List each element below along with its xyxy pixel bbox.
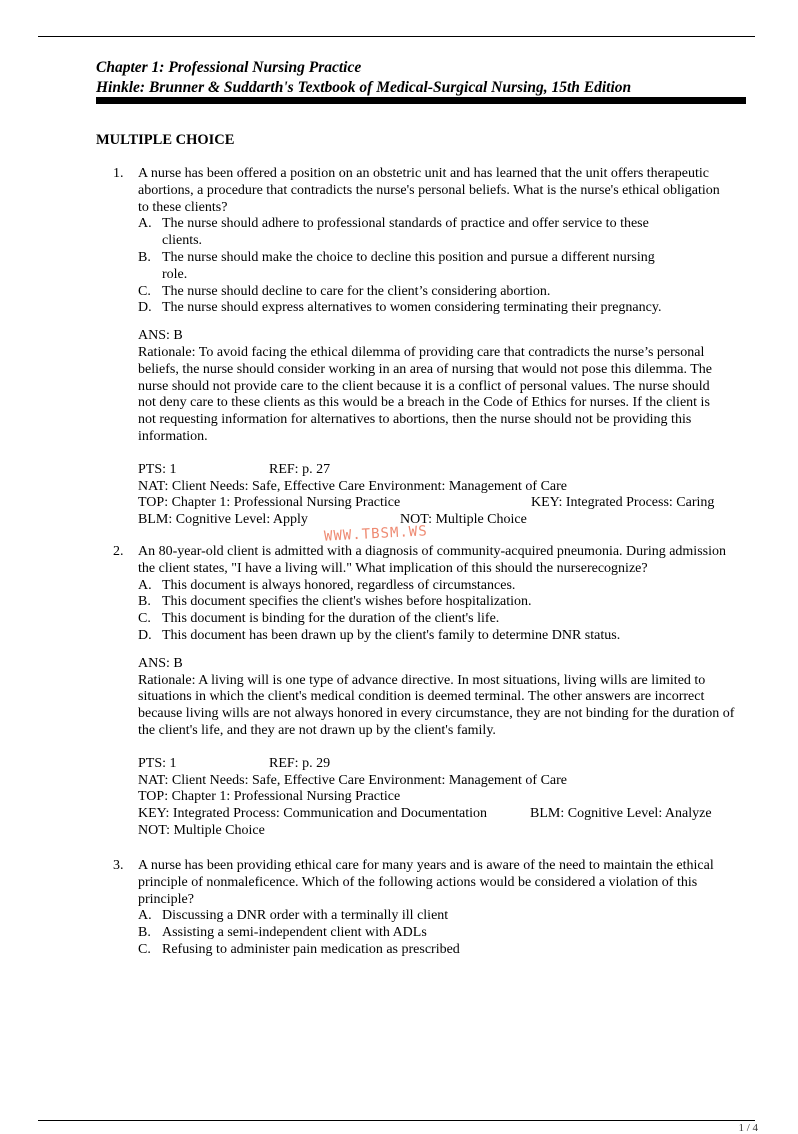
- key: KEY: Integrated Process: Caring: [531, 495, 715, 511]
- answer: ANS: B: [138, 328, 183, 344]
- answer: ANS: B: [138, 655, 183, 671]
- option-b: B. The nurse should make the choice to decline this position and pursue a different nursing role.: [138, 249, 655, 282]
- meta-row: [138, 462, 743, 479]
- question-1: [113, 166, 743, 529]
- pts: PTS: 1: [138, 461, 177, 477]
- question-stem: A nurse has been offered a position on an obstetric unit and has learned that the unit offers therapeutic abortions, a procedure that contradicts the nurse's personal beliefs. What is the nurse's ethical obligation to these clients?: [138, 166, 720, 215]
- book-title: Hinkle: Brunner & Suddarth's Textbook of Medical-Surgical Nursing, 15th Edition: [96, 79, 632, 96]
- question-number: 1.: [113, 166, 124, 181]
- meta-row: [138, 512, 743, 529]
- option-d: D. This document has been drawn up by the client's family to determine DNR status.: [138, 627, 621, 643]
- meta-row: [138, 479, 743, 496]
- meta-row: [138, 756, 743, 773]
- meta-row: [138, 495, 743, 512]
- page-number: 1 / 4: [738, 1122, 758, 1134]
- rationale: Rationale: A living will is one type of advance directive. In most situations, living wills are limited to situations in which the client's medical condition is deemed terminal. The other answers are incorrect because living wills are not always honored in every circumstance, they are not binding for the duration of the client's life, and they are not drawn up by the client's family.: [138, 672, 735, 738]
- top-rule: [38, 36, 755, 37]
- option-d: D. The nurse should express alternatives to women considering terminating their pregnancy.: [138, 300, 662, 316]
- ref: REF: p. 29: [269, 755, 331, 771]
- rationale: Rationale: To avoid facing the ethical dilemma of providing care that contradicts the nurse’s personal beliefs, the nurse should consider working in an area of nursing that would not pose this dilemma. The nurse should not provide care to the client because it is a conflict of personal values. The nurse should not deny care to these clients as this would be a breach in the Code of Ethics for nurses. If the client is not requesting information for alternatives to abortions, then the nurse should not be providing this information.: [138, 344, 713, 444]
- watermark: WWW.TBSM.WS: [323, 523, 429, 545]
- meta-row: [138, 823, 743, 840]
- chapter-title: Chapter 1: Professional Nursing Practice: [96, 59, 362, 76]
- option-a: A. The nurse should adhere to professional standards of practice and offer service to these clients.: [138, 216, 649, 249]
- document-header: [96, 58, 756, 98]
- question-stem: A nurse has been providing ethical care for many years and is aware of the need to maintain the ethical principle of nonmaleficence. Which of the following actions would be considered a violation of this principle?: [138, 858, 714, 907]
- meta-row: [138, 806, 743, 823]
- bottom-rule: [38, 1120, 755, 1121]
- top: TOP: Chapter 1: Professional Nursing Practice: [138, 495, 401, 511]
- question-number: 3.: [113, 858, 124, 873]
- nat: NAT: Client Needs: Safe, Effective Care Environment: Management of Care: [138, 772, 568, 788]
- option-b: B. This document specifies the client's wishes before hospitalization.: [138, 594, 532, 610]
- question-number: 2.: [113, 544, 124, 559]
- option-c: C. The nurse should decline to care for the client’s considering abortion.: [138, 283, 551, 299]
- option-c: C. This document is binding for the duration of the client's life.: [138, 611, 500, 627]
- ref: REF: p. 27: [269, 461, 331, 477]
- key: KEY: Integrated Process: Communication and Documentation: [138, 806, 488, 822]
- blm: BLM: Cognitive Level: Apply: [138, 512, 308, 528]
- section-title: MULTIPLE CHOICE: [96, 132, 235, 148]
- pts: PTS: 1: [138, 755, 177, 771]
- option-a: A. This document is always honored, regardless of circumstances.: [138, 577, 516, 593]
- question-stem: An 80-year-old client is admitted with a diagnosis of community-acquired pneumonia. During admission the client states, "I have a living will." What implication of this should the nurserecognize?: [138, 544, 726, 576]
- not: NOT: Multiple Choice: [138, 822, 265, 838]
- top: TOP: Chapter 1: Professional Nursing Practice: [138, 789, 401, 805]
- meta-row: [138, 773, 743, 790]
- header-rule: [96, 97, 746, 104]
- question-3: [113, 858, 743, 959]
- option-c: C. Refusing to administer pain medication as prescribed: [138, 941, 460, 957]
- option-a: A. Discussing a DNR order with a terminally ill client: [138, 908, 449, 924]
- nat: NAT: Client Needs: Safe, Effective Care Environment: Management of Care: [138, 478, 568, 494]
- meta-row: [138, 789, 743, 806]
- blm: BLM: Cognitive Level: Analyze: [530, 806, 712, 822]
- not: NOT: Multiple Choice: [400, 512, 527, 528]
- option-b: B. Assisting a semi-independent client with ADLs: [138, 925, 427, 941]
- question-2: [113, 544, 743, 840]
